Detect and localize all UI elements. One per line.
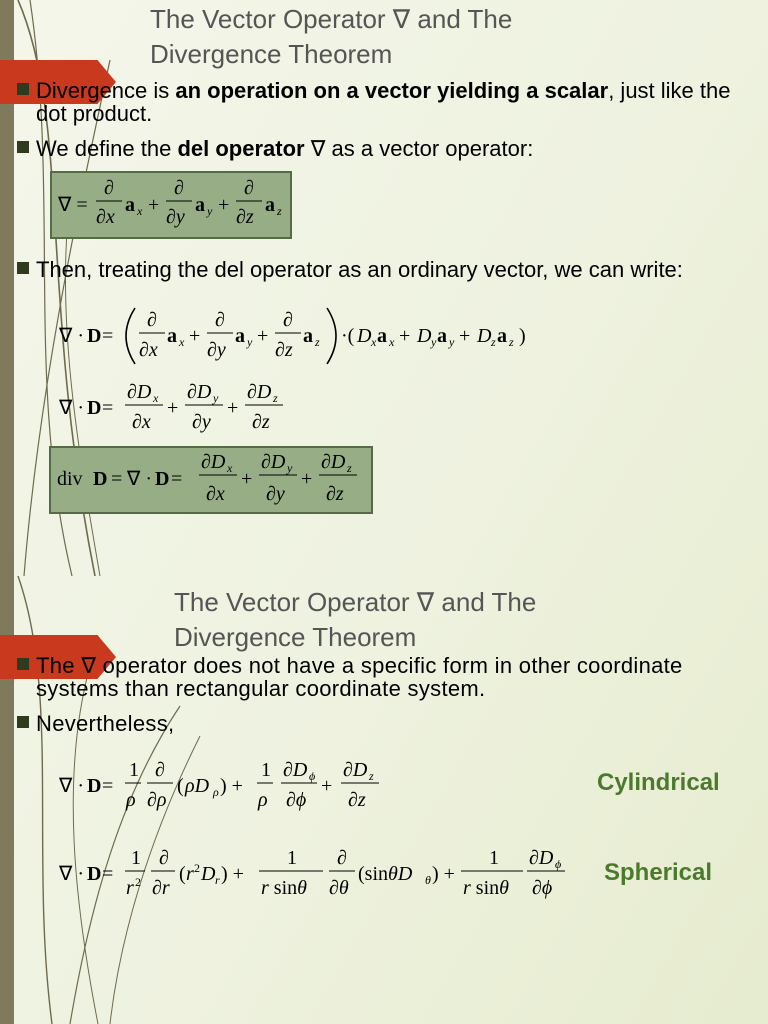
svg-text:1: 1 — [489, 847, 499, 869]
svg-text:ρD: ρD — [185, 775, 210, 797]
svg-text:a: a — [497, 325, 507, 347]
svg-text:∂ϕ: ∂ϕ — [532, 877, 553, 899]
svg-text:∇ =: ∇ = — [58, 194, 88, 216]
svg-text:+: + — [301, 468, 313, 490]
svg-text:∂r: ∂r — [152, 877, 170, 899]
svg-text:D: D — [477, 325, 492, 347]
svg-text:∂x: ∂x — [132, 411, 151, 433]
svg-text:D: D — [155, 468, 170, 490]
svg-text:z: z — [509, 335, 514, 349]
svg-text:∂: ∂ — [155, 759, 165, 781]
svg-text:ρ: ρ — [126, 789, 136, 811]
svg-text:∇ ·: ∇ · — [59, 775, 85, 797]
bullet-square — [17, 262, 29, 274]
svg-text:+: + — [459, 325, 471, 347]
svg-text:=: = — [102, 863, 114, 885]
svg-text:r: r — [186, 863, 194, 885]
bullet-square — [17, 658, 29, 670]
svg-text:) +: ) + — [220, 775, 243, 797]
svg-text:=: = — [111, 468, 123, 490]
svg-text:∂D: ∂D — [201, 451, 226, 473]
title-line-1: The Vector Operator ∇ and The — [150, 4, 513, 34]
svg-text:∂D: ∂D — [529, 847, 554, 869]
svg-text:∂x: ∂x — [96, 206, 115, 228]
svg-text:y: y — [431, 335, 437, 349]
svg-text:∂: ∂ — [283, 309, 293, 331]
svg-text:∂y: ∂y — [266, 483, 285, 505]
svg-text:D: D — [201, 863, 216, 885]
svg-text:∇ ·: ∇ · — [59, 325, 85, 347]
slide-title — [174, 585, 536, 655]
title-line-1: The Vector Operator ∇ and The — [174, 587, 537, 617]
svg-text:∂: ∂ — [215, 309, 225, 331]
svg-text:y: y — [207, 204, 213, 218]
svg-text:∂x: ∂x — [206, 483, 225, 505]
svg-text:1: 1 — [287, 847, 297, 869]
svg-text:ϕ: ϕ — [309, 769, 316, 783]
svg-text:=: = — [102, 775, 114, 797]
svg-text:a: a — [125, 194, 135, 216]
svg-text:+: + — [167, 397, 179, 419]
del-definition-equation — [50, 171, 292, 239]
svg-text:z: z — [347, 461, 352, 475]
svg-text:a: a — [265, 194, 275, 216]
svg-text:∂z: ∂z — [326, 483, 344, 505]
svg-text:1: 1 — [129, 759, 139, 781]
svg-text:a: a — [437, 325, 447, 347]
svg-text:∂D: ∂D — [321, 451, 346, 473]
svg-text:∇ ·: ∇ · — [59, 397, 85, 419]
svg-text:x: x — [371, 335, 377, 349]
svg-text:x: x — [137, 204, 143, 218]
svg-text:D: D — [87, 325, 102, 347]
svg-text:ϕ: ϕ — [555, 857, 562, 871]
slide-2 — [0, 576, 768, 1024]
bullet-square — [17, 716, 29, 728]
svg-text:x: x — [227, 461, 233, 475]
svg-text:a: a — [303, 325, 313, 347]
svg-text:(: ( — [177, 775, 184, 797]
svg-text:ρ: ρ — [213, 785, 219, 799]
svg-text:y: y — [449, 335, 455, 349]
svg-text:2: 2 — [194, 861, 200, 875]
svg-text:+: + — [218, 194, 230, 216]
svg-text:z: z — [315, 335, 320, 349]
svg-text:x: x — [179, 335, 185, 349]
svg-text:∂: ∂ — [244, 177, 254, 199]
svg-text:): ) — [519, 325, 526, 347]
svg-text:y: y — [213, 391, 219, 405]
slide-title — [150, 2, 512, 72]
svg-text:+: + — [227, 397, 239, 419]
label-spherical: Spherical — [604, 859, 713, 886]
svg-text:∂z: ∂z — [348, 789, 366, 811]
svg-text:∂D: ∂D — [283, 759, 308, 781]
svg-text:+: + — [189, 325, 201, 347]
svg-text:=: = — [102, 397, 114, 419]
svg-text:D: D — [357, 325, 372, 347]
svg-text:∂D: ∂D — [187, 381, 212, 403]
svg-text:+: + — [399, 325, 411, 347]
svg-text:a: a — [195, 194, 205, 216]
equation-del-dot-result — [55, 376, 315, 442]
svg-text:D: D — [417, 325, 432, 347]
svg-text:x: x — [153, 391, 159, 405]
svg-text:∂: ∂ — [147, 309, 157, 331]
bullet-square — [17, 141, 29, 153]
svg-text:y: y — [287, 461, 293, 475]
svg-text:∂D: ∂D — [247, 381, 272, 403]
svg-text:∂z: ∂z — [236, 206, 254, 228]
svg-text:r: r — [215, 873, 220, 887]
svg-text:2: 2 — [135, 875, 141, 889]
equation-del-dot-expansion — [55, 302, 555, 370]
svg-text:+: + — [241, 468, 253, 490]
title-line-2: Divergence Theorem — [174, 622, 417, 652]
svg-text:∂D: ∂D — [127, 381, 152, 403]
svg-text:=: = — [171, 468, 183, 490]
svg-text:∂θ: ∂θ — [329, 877, 349, 899]
svg-text:D: D — [87, 775, 102, 797]
svg-text:∂: ∂ — [104, 177, 114, 199]
svg-text:+: + — [257, 325, 269, 347]
svg-text:∂y: ∂y — [192, 411, 211, 433]
svg-text:∂ϕ: ∂ϕ — [286, 789, 307, 811]
bullet-square — [17, 83, 29, 95]
svg-text:a: a — [167, 325, 177, 347]
equation-spherical — [55, 842, 575, 910]
svg-text:∇ ·: ∇ · — [127, 468, 153, 490]
svg-text:ρ: ρ — [258, 789, 268, 811]
svg-text:∂: ∂ — [337, 847, 347, 869]
svg-text:D: D — [93, 468, 108, 490]
svg-text:(sinθD: (sinθD — [358, 863, 413, 885]
svg-text:a: a — [235, 325, 245, 347]
div-label: div — [57, 468, 83, 490]
svg-text:=: = — [102, 325, 114, 347]
svg-text:r sinθ: r sinθ — [463, 877, 509, 899]
equation-div-boxed — [49, 446, 373, 514]
svg-text:∂ρ: ∂ρ — [147, 789, 167, 811]
svg-text:z: z — [277, 204, 282, 218]
bullet-divergence: Divergence is an operation on a vector yielding a scalar, just like the dot product. — [36, 79, 761, 125]
svg-text:y: y — [247, 335, 253, 349]
svg-text:) +: ) + — [221, 863, 244, 885]
svg-text:∇ ·: ∇ · — [59, 863, 85, 885]
svg-text:∂: ∂ — [159, 847, 169, 869]
svg-text:∂y: ∂y — [166, 206, 185, 228]
svg-text:+: + — [148, 194, 160, 216]
svg-text:∂x: ∂x — [139, 339, 158, 361]
svg-text:1: 1 — [131, 847, 141, 869]
svg-text:) +: ) + — [432, 863, 455, 885]
svg-text:x: x — [389, 335, 395, 349]
svg-text:(: ( — [179, 863, 186, 885]
bullet-nevertheless: Nevertheless, — [36, 712, 761, 735]
svg-text:∂z: ∂z — [275, 339, 293, 361]
svg-text:D: D — [87, 863, 102, 885]
bullet-no-specific-form: The ∇ operator does not have a specific form in other coordinate systems than rectangular coordinate system. — [36, 654, 761, 700]
svg-text:a: a — [377, 325, 387, 347]
svg-text:r sinθ: r sinθ — [261, 877, 307, 899]
svg-text:D: D — [87, 397, 102, 419]
svg-text:+: + — [321, 775, 333, 797]
svg-text:∂D: ∂D — [261, 451, 286, 473]
svg-text:r: r — [126, 877, 134, 899]
svg-text:∂z: ∂z — [252, 411, 270, 433]
equation-cylindrical — [55, 754, 395, 822]
bullet-del-operator: We define the del operator ∇ as a vector operator: — [36, 137, 761, 160]
bullet-treat-as-vector: Then, treating the del operator as an ordinary vector, we can write: — [36, 258, 761, 281]
svg-text:∂: ∂ — [174, 177, 184, 199]
svg-text:∂D: ∂D — [343, 759, 368, 781]
svg-text:·(: ·( — [341, 325, 355, 347]
svg-text:z: z — [273, 391, 278, 405]
svg-text:z: z — [369, 769, 374, 783]
label-cylindrical: Cylindrical — [597, 769, 720, 796]
svg-text:z: z — [491, 335, 496, 349]
svg-text:∂y: ∂y — [207, 339, 226, 361]
title-line-2: Divergence Theorem — [150, 39, 393, 69]
svg-text:θ: θ — [425, 873, 431, 887]
svg-text:1: 1 — [261, 759, 271, 781]
